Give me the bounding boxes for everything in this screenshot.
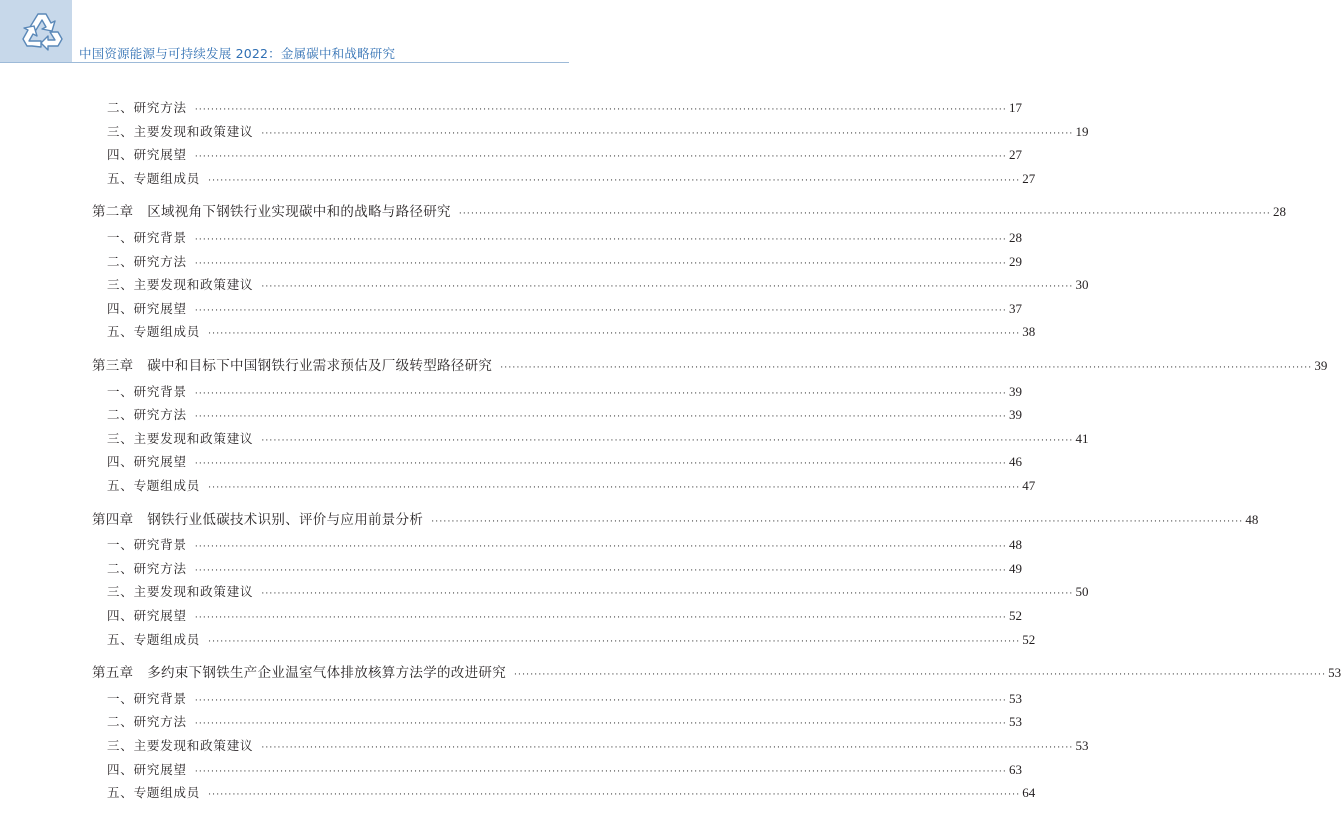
toc-page-number: 27	[1022, 171, 1036, 186]
toc-entry-label: 三、主要发现和政策建议	[107, 431, 254, 446]
dot-leader: ········································································································································································································	[194, 152, 1007, 162]
toc-page-number: 53	[1075, 738, 1089, 753]
toc-entry-label: 第五章 多约束下钢铁生产企业温室气体排放核算方法学的改进研究	[92, 665, 506, 681]
running-header-title: 中国资源能源与可持续发展 2022：金属碳中和战略研究	[79, 46, 396, 61]
toc-section-entry[interactable]	[107, 382, 1022, 402]
toc-page-number: 49	[1008, 561, 1022, 576]
toc-section-entry[interactable]	[107, 712, 1022, 732]
toc-chapter-entry[interactable]	[92, 202, 1286, 222]
dot-leader: ········································································································································································································	[261, 129, 1074, 139]
dot-leader: ········································································································································································································	[514, 670, 1327, 680]
toc-entry-label: 一、研究背景	[107, 230, 187, 245]
dot-leader: ········································································································································································································	[194, 306, 1007, 316]
toc-page-number: 47	[1022, 478, 1036, 493]
toc-page-number: 30	[1075, 277, 1089, 292]
toc-entry-label: 四、研究展望	[107, 454, 187, 469]
dot-leader: ········································································································································································································	[208, 176, 1021, 186]
toc-page-number: 29	[1008, 254, 1022, 269]
toc-section-entry[interactable]	[107, 122, 1089, 142]
toc-entry-label: 四、研究展望	[107, 147, 187, 162]
toc-page-number: 52	[1008, 608, 1022, 623]
toc-page-number: 28	[1008, 230, 1022, 245]
toc-chapter-entry[interactable]	[92, 510, 1259, 530]
toc-page-number: 48	[1008, 537, 1022, 552]
toc-section-entry[interactable]	[107, 169, 1036, 189]
toc-entry-label: 二、研究方法	[107, 407, 187, 422]
toc-page-number: 17	[1008, 100, 1022, 115]
toc-page-number: 39	[1008, 384, 1022, 399]
dot-leader: ········································································································································································································	[261, 743, 1074, 753]
toc-chapter-entry[interactable]	[92, 663, 1341, 683]
dot-leader: ········································································································································································································	[194, 235, 1007, 245]
toc-entry-label: 三、主要发现和政策建议	[107, 584, 254, 599]
toc-entry-label: 五、专题组成员	[107, 632, 201, 647]
toc-entry-label: 一、研究背景	[107, 537, 187, 552]
dot-leader: ········································································································································································································	[194, 613, 1007, 623]
toc-section-entry[interactable]	[107, 783, 1036, 803]
toc-page-number: 52	[1022, 632, 1036, 647]
dot-leader: ········································································································································································································	[194, 412, 1007, 422]
dot-leader: ········································································································································································································	[194, 105, 1007, 115]
toc-section-entry[interactable]	[107, 630, 1036, 650]
toc-section-entry[interactable]	[107, 252, 1022, 272]
toc-entry-label: 一、研究背景	[107, 384, 187, 399]
dot-leader: ········································································································································································································	[500, 363, 1313, 373]
toc-entry-label: 四、研究展望	[107, 762, 187, 777]
toc-section-entry[interactable]	[107, 689, 1022, 709]
toc-entry-label: 第四章 钢铁行业低碳技术识别、评价与应用前景分析	[92, 512, 424, 528]
header-rule	[0, 62, 569, 63]
toc-entry-label: 三、主要发现和政策建议	[107, 738, 254, 753]
toc-section-entry[interactable]	[107, 760, 1022, 780]
dot-leader: ········································································································································································································	[194, 767, 1007, 777]
dot-leader: ········································································································································································································	[208, 483, 1021, 493]
toc-section-entry[interactable]	[107, 559, 1022, 579]
header-logo-box	[0, 0, 72, 62]
dot-leader: ········································································································································································································	[261, 589, 1074, 599]
dot-leader: ········································································································································································································	[261, 436, 1074, 446]
dot-leader: ········································································································································································································	[261, 282, 1074, 292]
toc-section-entry[interactable]	[107, 582, 1089, 602]
toc-chapter-entry[interactable]	[92, 356, 1328, 376]
toc-entry-label: 一、研究背景	[107, 691, 187, 706]
toc-entry-label: 三、主要发现和政策建议	[107, 277, 254, 292]
toc-page-number: 50	[1075, 584, 1089, 599]
toc-section-entry[interactable]	[107, 275, 1089, 295]
toc-entry-label: 三、主要发现和政策建议	[107, 124, 254, 139]
toc-page-number: 64	[1022, 785, 1036, 800]
toc-entry-label: 五、专题组成员	[107, 785, 201, 800]
toc-page-number: 27	[1008, 147, 1022, 162]
dot-leader: ········································································································································································································	[194, 389, 1007, 399]
dot-leader: ········································································································································································································	[194, 696, 1007, 706]
toc-page-number: 63	[1008, 762, 1022, 777]
toc-entry-label: 二、研究方法	[107, 561, 187, 576]
dot-leader: ········································································································································································································	[431, 517, 1244, 527]
toc-page-number: 48	[1245, 512, 1259, 527]
recycle-icon	[20, 6, 68, 54]
dot-leader: ········································································································································································································	[194, 566, 1007, 576]
toc-page-number: 53	[1008, 714, 1022, 729]
toc-entry-label: 四、研究展望	[107, 301, 187, 316]
toc-entry-label: 四、研究展望	[107, 608, 187, 623]
dot-leader: ········································································································································································································	[208, 790, 1021, 800]
toc-section-entry[interactable]	[107, 322, 1036, 342]
toc-entry-label: 五、专题组成员	[107, 478, 201, 493]
toc-section-entry[interactable]	[107, 98, 1022, 118]
dot-leader: ········································································································································································································	[208, 637, 1021, 647]
toc-entry-label: 第三章 碳中和目标下中国钢铁行业需求预估及厂级转型路径研究	[92, 358, 493, 374]
toc-page-number: 38	[1022, 324, 1036, 339]
toc-page-number: 53	[1328, 665, 1341, 680]
toc-section-entry[interactable]	[107, 535, 1022, 555]
toc-entry-label: 二、研究方法	[107, 254, 187, 269]
toc-section-entry[interactable]	[107, 145, 1022, 165]
toc-page-number: 19	[1075, 124, 1089, 139]
toc-section-entry[interactable]	[107, 452, 1022, 472]
toc-page-number: 37	[1008, 301, 1022, 316]
toc-entry-label: 第二章 区域视角下钢铁行业实现碳中和的战略与路径研究	[92, 204, 451, 220]
toc-entry-label: 五、专题组成员	[107, 324, 201, 339]
toc-section-entry[interactable]	[107, 405, 1022, 425]
toc-page-number: 28	[1272, 204, 1286, 219]
toc-entry-label: 二、研究方法	[107, 714, 187, 729]
dot-leader: ········································································································································································································	[458, 209, 1271, 219]
dot-leader: ········································································································································································································	[194, 719, 1007, 729]
toc-section-entry[interactable]	[107, 429, 1089, 449]
dot-leader: ········································································································································································································	[194, 542, 1007, 552]
toc-page-number: 53	[1008, 691, 1022, 706]
toc-entry-label: 二、研究方法	[107, 100, 187, 115]
dot-leader: ········································································································································································································	[208, 329, 1021, 339]
toc-page-number: 39	[1008, 407, 1022, 422]
toc-section-entry[interactable]	[107, 736, 1089, 756]
dot-leader: ········································································································································································································	[194, 259, 1007, 269]
toc-page-number: 41	[1075, 431, 1089, 446]
dot-leader: ········································································································································································································	[194, 459, 1007, 469]
toc-section-entry[interactable]	[107, 606, 1022, 626]
toc-section-entry[interactable]	[107, 228, 1022, 248]
toc-section-entry[interactable]	[107, 476, 1036, 496]
toc-page-number: 39	[1314, 358, 1328, 373]
toc-section-entry[interactable]	[107, 299, 1022, 319]
toc-page-number: 46	[1008, 454, 1022, 469]
toc-entry-label: 五、专题组成员	[107, 171, 201, 186]
